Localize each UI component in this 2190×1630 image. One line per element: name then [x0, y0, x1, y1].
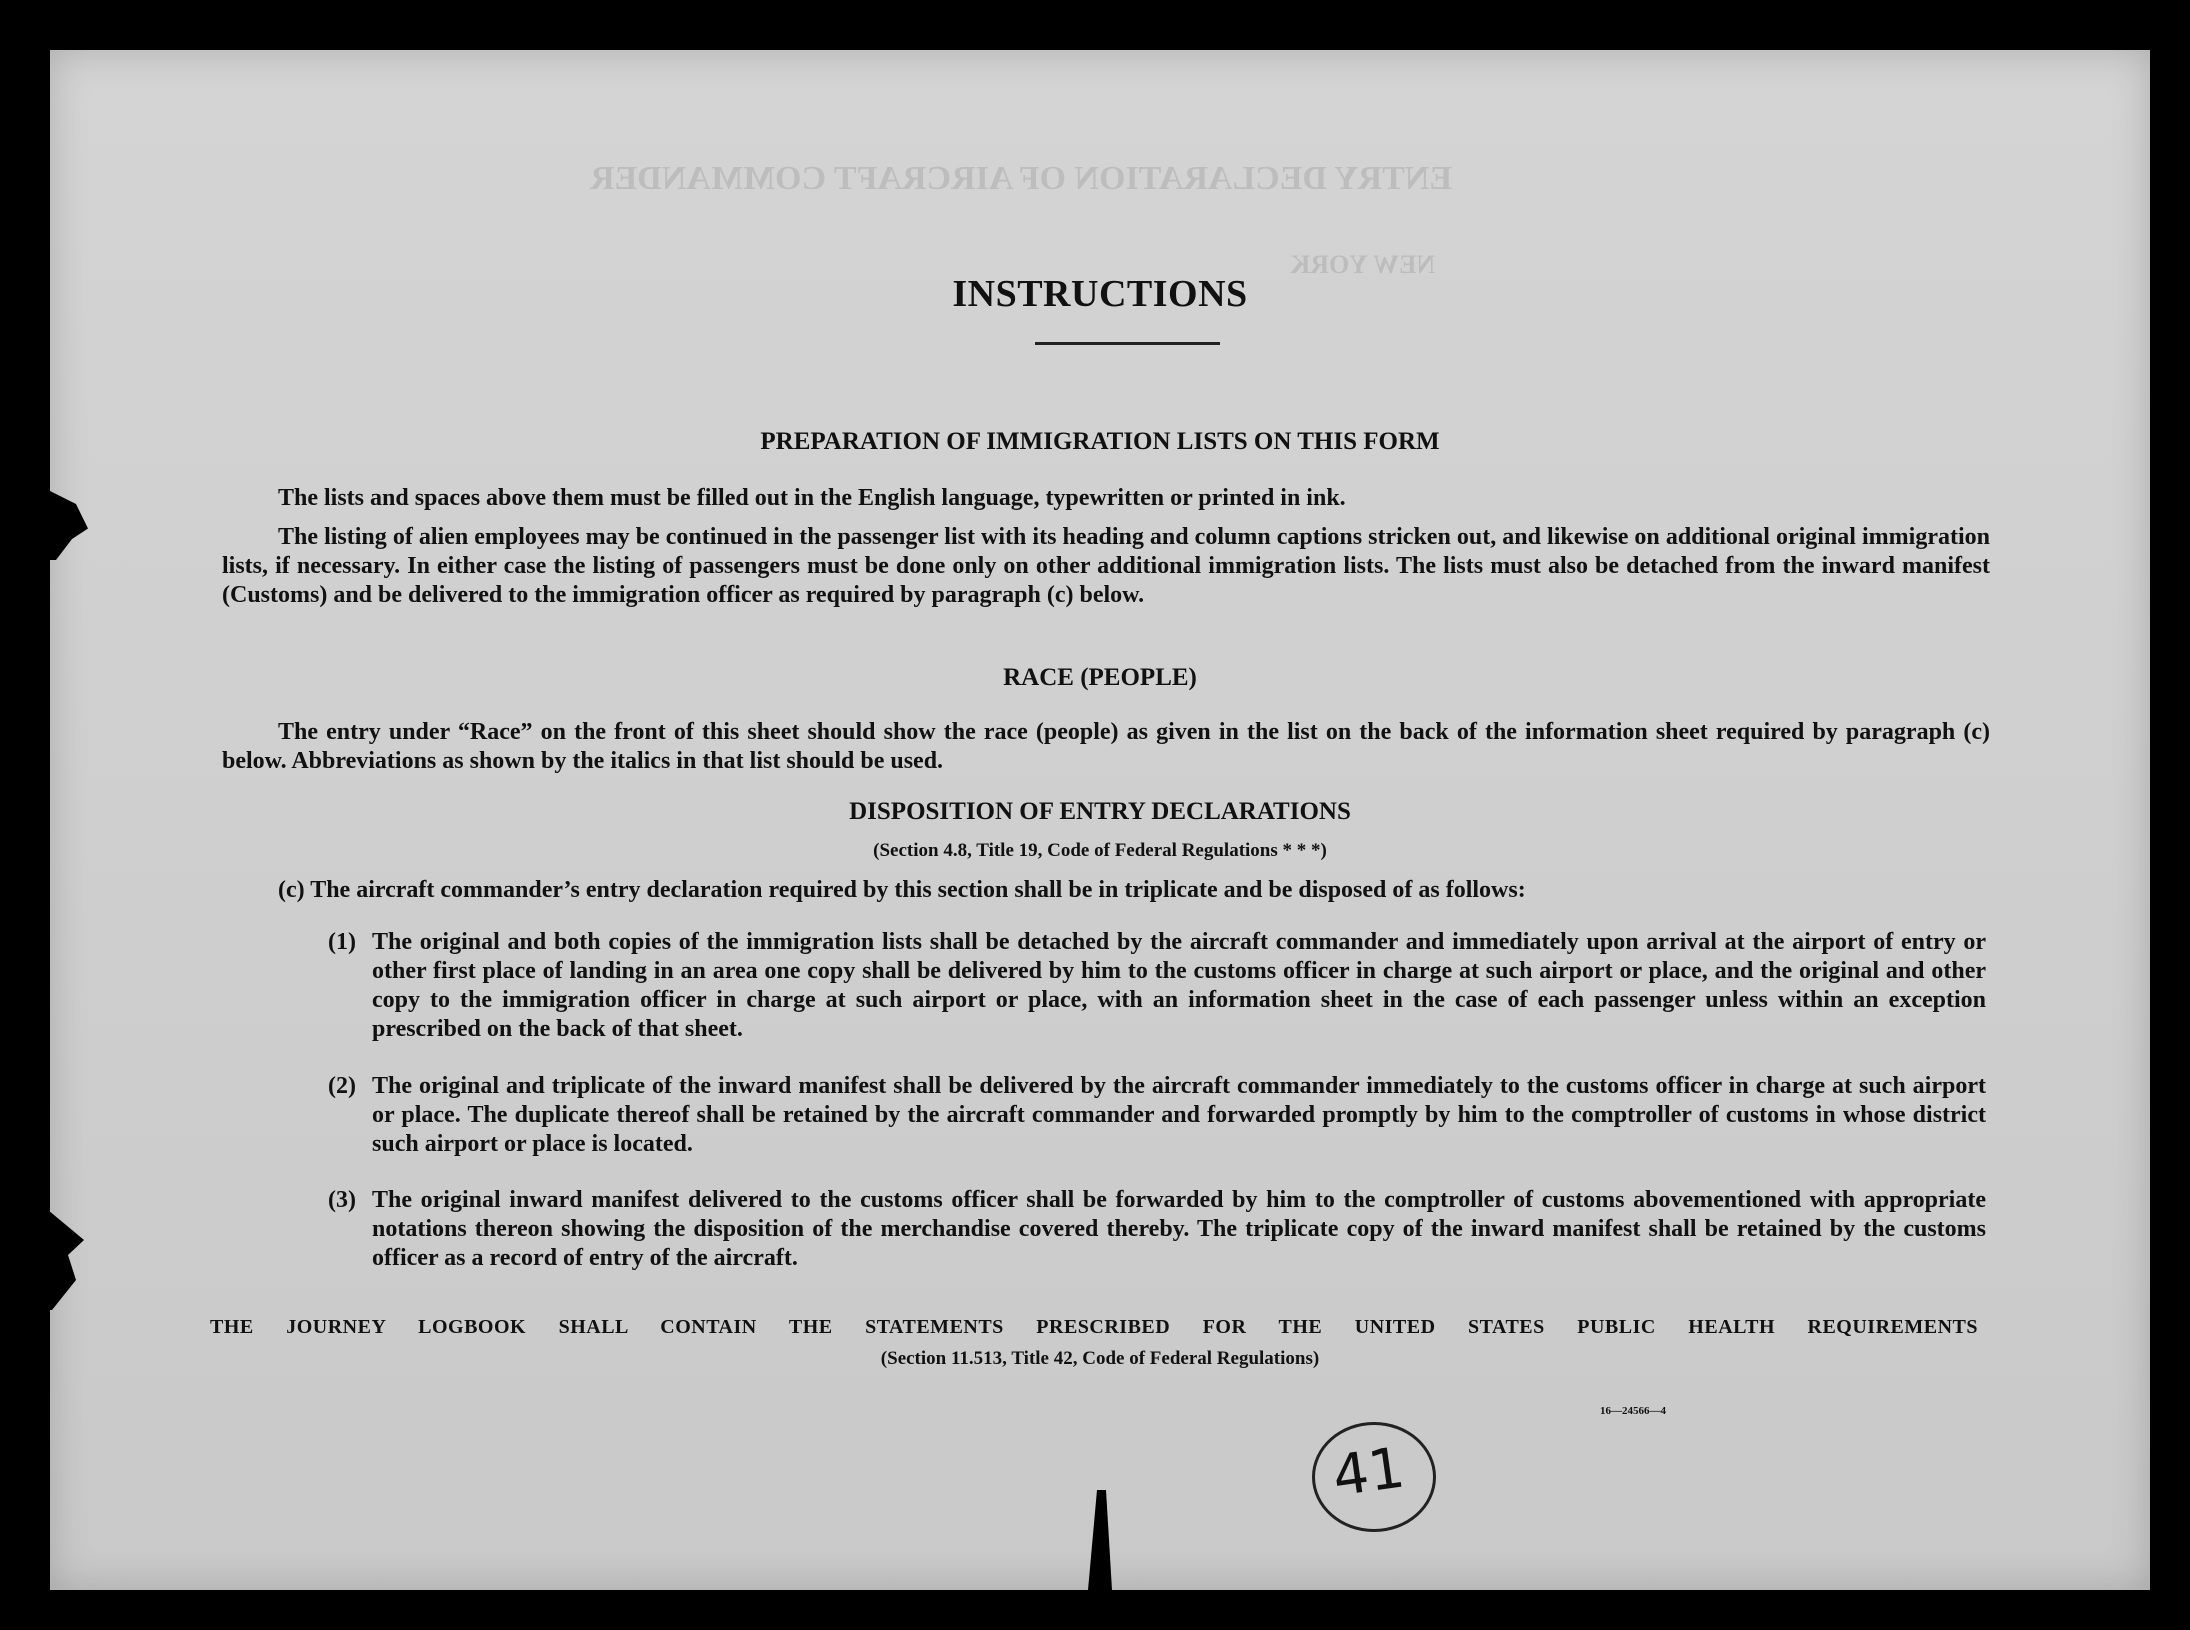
stamp-number: 41 — [1328, 1435, 1409, 1510]
document-page — [50, 50, 2150, 1590]
preparation-paragraph-1: The lists and spaces above them must be filled out in the English language, typewritten or printed in ink. — [278, 485, 1346, 511]
item-text: The original and triplicate of the inward manifest shall be delivered by the aircraft commander immediately to the customs officer in charge at such airport or place. The duplicate thereof shall be retained by the aircraft commander and forwarded promptly by him to the comptroller of customs in whose district such airport or place is located. — [372, 1073, 1986, 1157]
item-number: (2) — [328, 1073, 356, 1099]
bleed-through-text: ENTRY DECLARATION OF AIRCRAFT COMMANDER — [590, 160, 1453, 197]
item-text: The original inward manifest delivered to the customs officer shall be forwarded by him to the comptroller of customs abovementioned with appropriate notations thereon showing the disposition of the merchandise covered thereby. The triplicate copy of the inward manifest shall be retained by the customs officer as a record of entry of the aircraft. — [372, 1187, 1986, 1271]
disposition-item-1 — [328, 928, 1986, 1044]
health-requirements-line: THE JOURNEY LOGBOOK SHALL CONTAIN THE STATEMENTS PRESCRIBED FOR THE UNITED STATES PUBLIC HEALTH REQUIREMENTS — [210, 1316, 1978, 1338]
bleed-through-text-2: NEW YORK — [1290, 250, 1436, 279]
disposition-item-3 — [328, 1186, 1986, 1273]
preparation-paragraph-2: The listing of alien employees may be continued in the passenger list with its heading and column captions stricken out, and likewise on additional original immigration lists, if necessary. In either case the listing of passengers must be done only on other additional immigration lists. The lists must also be detached from the inward manifest (Customs) and be delivered to the immigration officer as required by paragraph (c) below. — [222, 524, 1990, 608]
page-title: INSTRUCTIONS — [952, 273, 1248, 315]
item-number: (1) — [328, 929, 356, 955]
form-number: 16—24566—4 — [1600, 1405, 1666, 1417]
disposition-heading: DISPOSITION OF ENTRY DECLARATIONS — [849, 798, 1351, 825]
preparation-heading: PREPARATION OF IMMIGRATION LISTS ON THIS FORM — [760, 428, 1440, 455]
race-paragraph: The entry under “Race” on the front of this sheet should show the race (people) as given in the list on the back of the information sheet required by paragraph (c) below. Abbreviations as shown by the italics in that list should be used. — [222, 719, 1990, 774]
item-text: The original and both copies of the immigration lists shall be detached by the aircraft commander and immediately upon arrival at the airport of entry or other first place of landing in an area one copy shall be delivered by him to the customs officer in charge at such airport or place, and the original and other copy to the immigration officer in charge at such airport or place, with an information sheet in the case of each passenger unless within an exception prescribed on the back of that sheet. — [372, 929, 1986, 1042]
document-content — [50, 50, 2150, 1590]
health-citation: (Section 11.513, Title 42, Code of Federal Regulations) — [880, 1348, 1320, 1369]
disposition-item-2 — [328, 1072, 1986, 1159]
race-heading: RACE (PEOPLE) — [1003, 664, 1197, 691]
disposition-citation: (Section 4.8, Title 19, Code of Federal Regulations * * *) — [873, 840, 1327, 861]
item-number: (3) — [328, 1187, 356, 1213]
disposition-paragraph-c: (c) The aircraft commander’s entry declaration required by this section shall be in triplicate and be disposed of as follows: — [278, 877, 1526, 903]
title-underline — [1035, 342, 1220, 345]
